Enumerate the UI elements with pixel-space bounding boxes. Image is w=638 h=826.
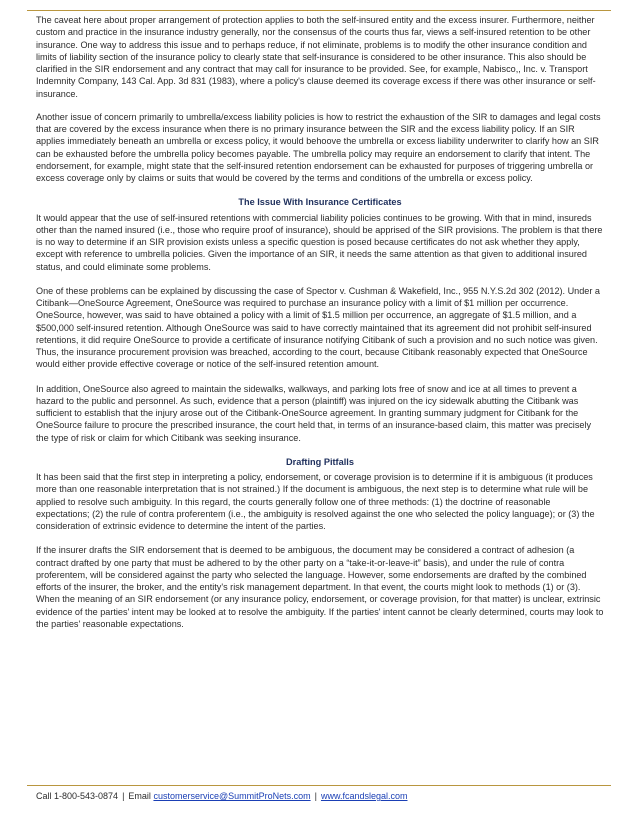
body-paragraph: If the insurer drafts the SIR endorsement that is deemed to be ambiguous, the document may be considered a contract of adhesion (a contract drafted by one party that must be adhered to by the other party on a “take-it-or-leave-it” basis), and under the rule of contra proferentem, will be considered against the party who selected the language. However, some endorsements are drafted by the combined efforts of the insurer, the broker, and the entity's risk management department. In that event, the courts might look to methods (1) or (3). When the meaning of an SIR endorsement (or any insurance policy, endorsement, or coverage provision, for that matter) is unclear, extrinsic evidence of the parties' intent may be looked at to resolve the ambiguity. If the parties' intent cannot be clearly determined, courts may look to the parties' reasonable expectations. (36, 545, 604, 629)
body-paragraph: One of these problems can be explained by discussing the case of Spector v. Cushman & Wakefield, Inc., 955 N.Y.S.2d 302 (2012). Under a Citibank—OneSource Agreement, OneSource was required to purchase an insurance policy with a limit of $1 million per occurrence. OneSource, however, was said to have obtained a policy with a limit of $1.5 million per occurrence, an aggregate of $1.5 million, and a $500,000 self-insured retention. Although OneSource was said to have correctly maintained that its agreement did not prohibit self-insured retentions, it did require OneSource to provide a certificate of insurance notifying Citibank of such a provision and no such notice was given. Thus, the insurance procurement provision was breached, according to the court, because Citibank reasonably expected that OneSource would either provide effective coverage or notice of the self-insured retention amount. (36, 285, 600, 370)
footer-email-link[interactable]: customerservice@SummitProNets.com (153, 791, 311, 801)
body-paragraph: It would appear that the use of self-insured retentions with commercial liability policies continues to be growing. With that in mind, insureds other than the named insured (i.e., those who require proof of insurance), should be apprised of the SIR provisions. The problem is that there is no way to determine if an SIR provision exists unless a specific question is posed because certificates do not ask whether they apply, except with reference to umbrella policies. Given the importance of an SIR, it needs the same attention as that given to additional insured status, and could eliminate some problems. (36, 212, 603, 272)
footer-separator: | (122, 791, 125, 801)
body-paragraph: It has been said that the first step in interpreting a policy, endorsement, or coverage provision is to determine if it is ambiguous (it produces more than one reasonable interpretation that is not strained.) If the document is ambiguous, the next step is to determine what rule will be applied to resolve such ambiguity. In this regard, the courts generally follow one of three methods: (1) the doctrine of reasonable expectations; (2) the rule of contra proferentem (i.e., the ambiguity is resolved against the one who selected the policy language); or (3) the consideration of extrinsic evidence to determine the intent of the parties. (36, 472, 595, 531)
footer-rule (27, 785, 611, 786)
section-heading-drafting-pitfalls: Drafting Pitfalls (286, 456, 354, 467)
page-footer (36, 791, 408, 801)
body-paragraph: In addition, OneSource also agreed to maintain the sidewalks, walkways, and parking lots free of snow and ice at all times to prevent a hazard to the public and personnel. As such, evidence that a person (plaintiff) was injured on the icy sidewalk abutting the Citibank was sufficient to establish that the injury arose out of the Citibank-OneSource agreement. In granting summary judgment for Citibank for the OneSource failure to procure the prescribed insurance, the court held that, in terms of an insurance-based claim, this matter was precisely the type of risk or claim for which Citibank was seeking insurance. (36, 383, 591, 443)
footer-phone: Call 1-800-543-0874 (36, 791, 119, 801)
footer-email-label: Email (128, 791, 151, 801)
body-paragraph: The caveat here about proper arrangement of protection applies to both the self-insured entity and the excess insurer. Furthermore, neither custom and practice in the insurance industry generally, nor the consensus of the courts thus far, views a self-insured retention to be other insurance. One way to address this issue and to perhaps reduce, if not eliminate, problems is to modify the other insurance condition and limits of liability section of the insurance policy to clearly state that self-insurance is considered to be other insurance. This also should be clarified in the SIR endorsement and any contract that may call for insurance to be provided. See, for example, Nabisco,, Inc. v. Transport Indemnity Company, 143 Cal. App. 3d 831 (1983), where a policy's clause deemed its coverage excess if there was other insurance or self-insurance. (36, 15, 596, 99)
section-heading-certificates: The Issue With Insurance Certificates (238, 197, 402, 208)
footer-website-link[interactable]: www.fcandslegal.com (320, 791, 408, 801)
body-paragraph: Another issue of concern primarily to umbrella/excess liability policies is how to restrict the exhaustion of the SIR to damages and legal costs that are covered by the excess insurance when there is no primary insurance between the SIR and the excess liability policy. If an SIR applies immediately beneath an umbrella or excess policy, it would behoove the umbrella or excess liability underwriter to clarify how an SIR can be exhausted before the umbrella policy becomes payable. The umbrella policy may require an endorsement to clarify that intent. The endorsement, for example, might state that the self-insured retention endorsement can be exhausted for purposes of triggering umbrella or excess coverage only by claims or suits that would be covered by the terms and conditions of the umbrella or excess policy. (36, 111, 601, 183)
footer-separator: | (314, 791, 317, 801)
top-rule (27, 10, 611, 11)
article-body (36, 14, 604, 642)
